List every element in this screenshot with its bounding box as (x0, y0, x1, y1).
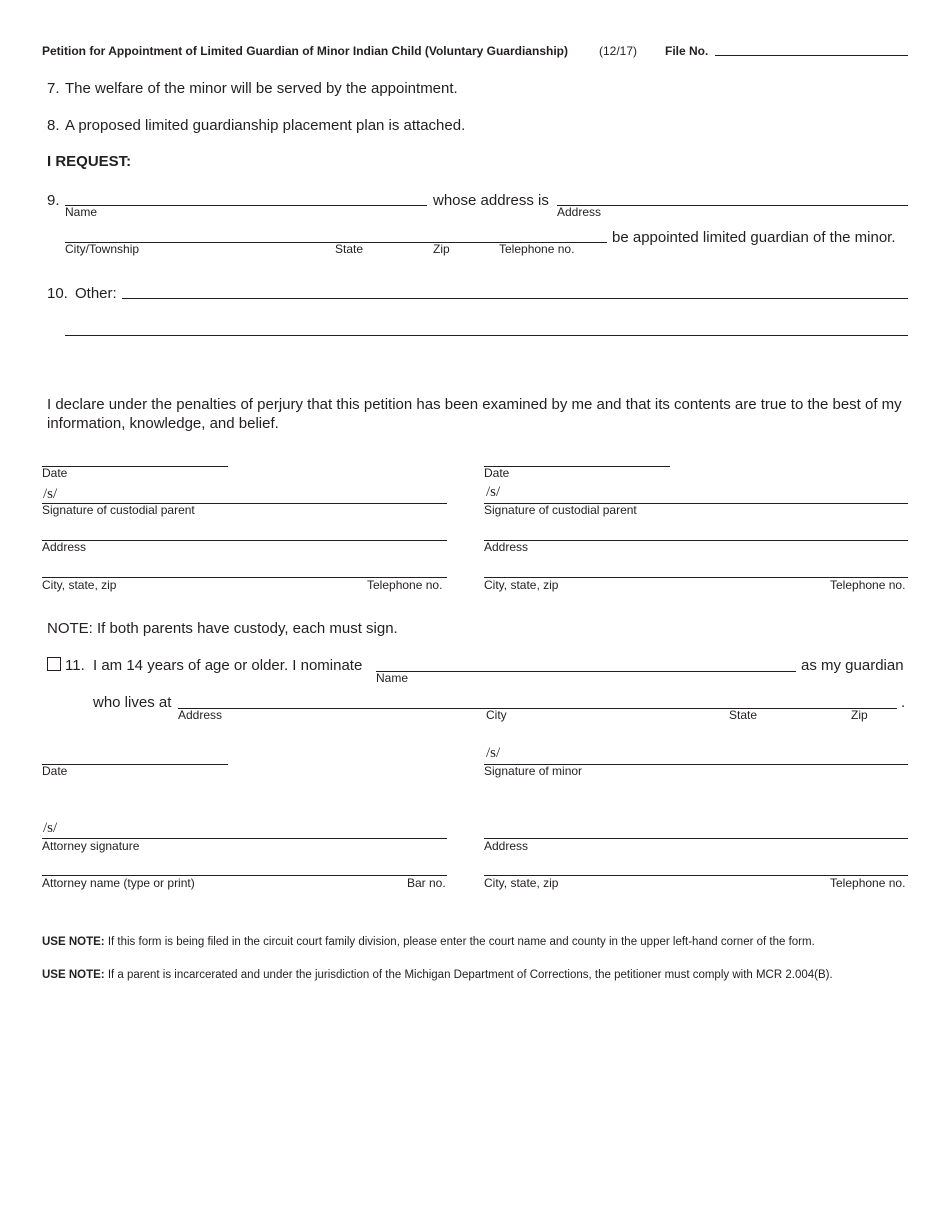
item-11-text: I am 14 years of age or older. I nominate (93, 657, 363, 674)
form-title: Petition for Appointment of Limited Guardian of Minor Indian Child (Voluntary Guardianship) (42, 44, 568, 58)
attorney-signature-label: Attorney signature (42, 839, 140, 853)
item-11-number: 11. (65, 657, 85, 674)
use-note-1-text: If this form is being filed in the circuit court family division, please enter the court name and county in the upper left-hand corner of the form. (104, 936, 815, 948)
parent-right-address-field[interactable] (484, 540, 908, 541)
appointed-text: be appointed limited guardian of the minor. (612, 229, 896, 246)
nominee-state-label: State (729, 708, 758, 722)
custody-note: NOTE: If both parents have custody, each must sign. (47, 620, 398, 637)
minor-date-field[interactable] (42, 764, 228, 765)
nominee-city-label: City (486, 708, 507, 722)
item-7-number: 7. (47, 80, 60, 97)
city-township-label: City/Township (65, 242, 140, 256)
other-field-line-2[interactable] (65, 335, 908, 336)
address-label: Address (557, 205, 602, 219)
use-note-1-label: USE NOTE: (42, 936, 105, 948)
parent-left-date-label: Date (42, 466, 68, 480)
other-field-line-1[interactable] (122, 298, 908, 299)
lives-at-period: . (901, 694, 906, 711)
nominee-address-label: Address (178, 708, 223, 722)
guardian-name-field[interactable] (65, 205, 427, 206)
attorney-signature-value: /s/ (43, 820, 58, 836)
state-label: State (335, 242, 364, 256)
attorney-address-field[interactable] (484, 838, 908, 839)
item-8-text: A proposed limited guardianship placement plan is attached. (65, 117, 466, 134)
lives-at-text: who lives at (93, 694, 172, 711)
bar-no-label: Bar no. (407, 876, 446, 890)
guardian-address-field[interactable] (557, 205, 908, 206)
item-8-number: 8. (47, 117, 60, 134)
parent-left-telephone-label: Telephone no. (367, 578, 443, 592)
attorney-address-label: Address (484, 839, 529, 853)
item-7-text: The welfare of the minor will be served by the appointment. (65, 80, 458, 97)
parent-left-address-label: Address (42, 540, 87, 554)
attorney-city-label: City, state, zip (484, 876, 559, 890)
use-note-2-text: If a parent is incarcerated and under the jurisdiction of the Michigan Department of Corrections, the petitioner must comply with MCR 2.004(B). (104, 969, 833, 981)
parent-right-city-label: City, state, zip (484, 578, 559, 592)
parent-right-date-label: Date (484, 466, 510, 480)
nominee-name-label: Name (376, 671, 409, 685)
parent-right-signature-label: Signature of custodial parent (484, 503, 637, 517)
parent-left-signature-value: /s/ (43, 486, 58, 502)
file-no-field[interactable] (715, 55, 908, 56)
use-note-1 (42, 935, 815, 949)
form-revision: (12/17) (599, 44, 638, 58)
parent-right-signature-value: /s/ (486, 484, 501, 500)
other-label: Other: (75, 285, 117, 302)
whose-address-text: whose address is (433, 192, 549, 209)
parent-left-signature-label: Signature of custodial parent (42, 503, 195, 517)
parent-left-address-field[interactable] (42, 540, 447, 541)
item-10-number: 10. (47, 285, 68, 302)
attorney-telephone-label: Telephone no. (830, 876, 906, 890)
minor-date-label: Date (42, 764, 68, 778)
minor-signature-value: /s/ (486, 745, 501, 761)
telephone-label: Telephone no. (499, 242, 575, 256)
request-heading: I REQUEST: (47, 153, 132, 170)
name-label: Name (65, 205, 98, 219)
as-guardian-text: as my guardian (801, 657, 904, 674)
item-9-number: 9. (47, 192, 60, 209)
declaration-text: I declare under the penalties of perjury that this petition has been examined by me and that its contents are true to the best of my information, knowledge, and belief. (47, 396, 902, 432)
parent-left-date-field[interactable] (42, 466, 228, 467)
parent-right-date-field[interactable] (484, 466, 670, 467)
attorney-name-label: Attorney name (type or print) (42, 876, 195, 890)
nominee-zip-label: Zip (851, 708, 868, 722)
nominee-address-field[interactable] (178, 708, 897, 709)
zip-label: Zip (433, 242, 450, 256)
nominee-name-field[interactable] (376, 671, 796, 672)
parent-right-telephone-label: Telephone no. (830, 578, 906, 592)
minor-signature-label: Signature of minor (484, 764, 583, 778)
parent-right-address-label: Address (484, 540, 529, 554)
file-no-label: File No. (665, 44, 709, 58)
use-note-2 (42, 968, 833, 982)
parent-left-city-label: City, state, zip (42, 578, 117, 592)
use-note-2-label: USE NOTE: (42, 969, 105, 981)
item-11-checkbox[interactable] (47, 657, 61, 671)
